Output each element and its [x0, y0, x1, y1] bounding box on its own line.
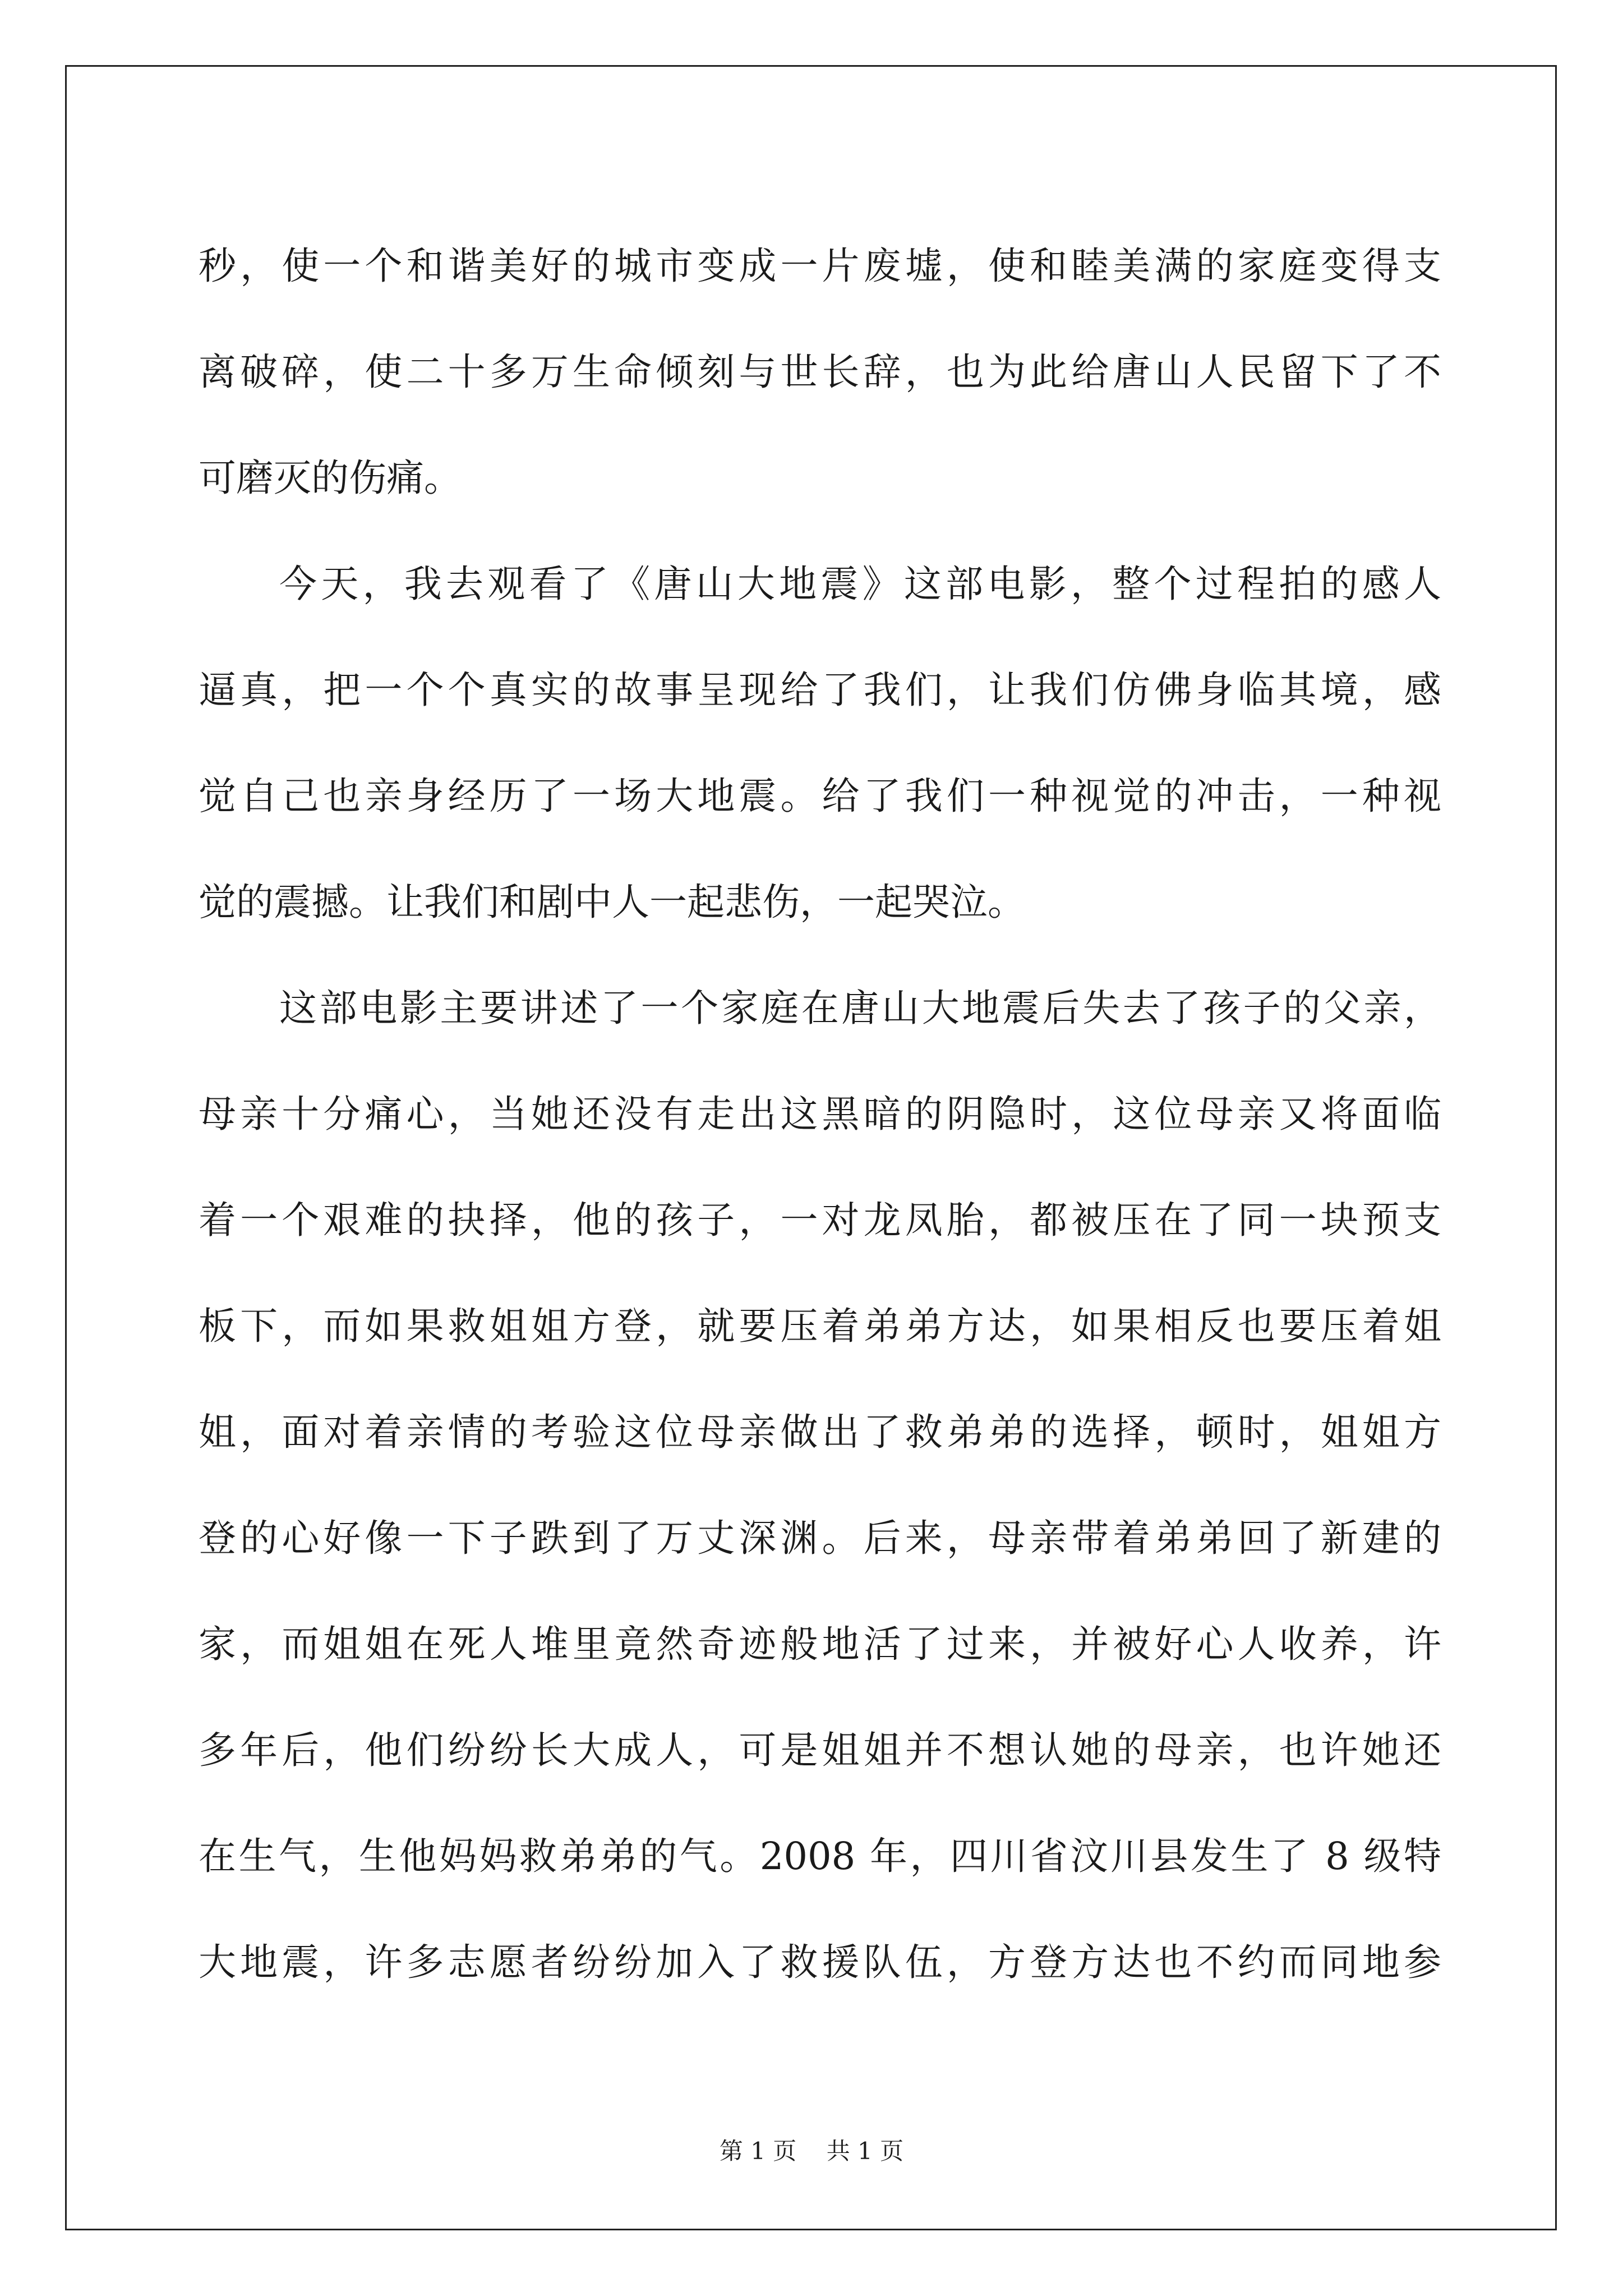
text-line: 姐，面对着亲情的考验这位母亲做出了救弟弟的选择，顿时，姐姐方 — [199, 1410, 1441, 1454]
text-line: 板下，而如果救姐姐方登，就要压着弟弟方达，如果相反也要压着姐 — [199, 1304, 1441, 1348]
text-line: 今天，我去观看了《唐山大地震》这部电影，整个过程拍的感人 — [279, 562, 1441, 606]
page-footer: 第 1 页 共 1 页 — [719, 2137, 904, 2165]
text-line: 家，而姐姐在死人堆里竟然奇迹般地活了过来，并被好心人收养，许 — [199, 1622, 1441, 1666]
text-line: 登的心好像一下子跌到了万丈深渊。后来，母亲带着弟弟回了新建的 — [199, 1516, 1441, 1560]
text-line: 觉自己也亲身经历了一场大地震。给了我们一种视觉的冲击，一种视 — [199, 774, 1441, 818]
text-line: 离破碎，使二十多万生命倾刻与世长辞，也为此给唐山人民留下了不 — [199, 350, 1441, 394]
text-line: 大地震，许多志愿者纷纷加入了救援队伍，方登方达也不约而同地参 — [199, 1940, 1441, 1984]
text-line: 可磨灭的伤痛。 — [199, 456, 462, 500]
text-line: 多年后，他们纷纷长大成人，可是姐姐并不想认她的母亲，也许她还 — [199, 1728, 1441, 1772]
text-line: 秒，使一个和谐美好的城市变成一片废墟，使和睦美满的家庭变得支 — [199, 244, 1441, 288]
text-line: 在生气，生他妈妈救弟弟的气。2008 年，四川省汶川县发生了 8 级特 — [199, 1834, 1441, 1878]
document-body — [199, 213, 1441, 2016]
text-line: 母亲十分痛心，当她还没有走出这黑暗的阴隐时，这位母亲又将面临 — [199, 1092, 1441, 1136]
text-line: 觉的震撼。让我们和剧中人一起悲伤，一起哭泣。 — [199, 880, 1025, 924]
text-line: 着一个艰难的抉择，他的孩子，一对龙凤胎，都被压在了同一块预支 — [199, 1198, 1441, 1242]
text-line: 逼真，把一个个真实的故事呈现给了我们，让我们仿佛身临其境，感 — [199, 668, 1441, 712]
text-line: 这部电影主要讲述了一个家庭在唐山大地震后失去了孩子的父亲， — [279, 986, 1441, 1030]
